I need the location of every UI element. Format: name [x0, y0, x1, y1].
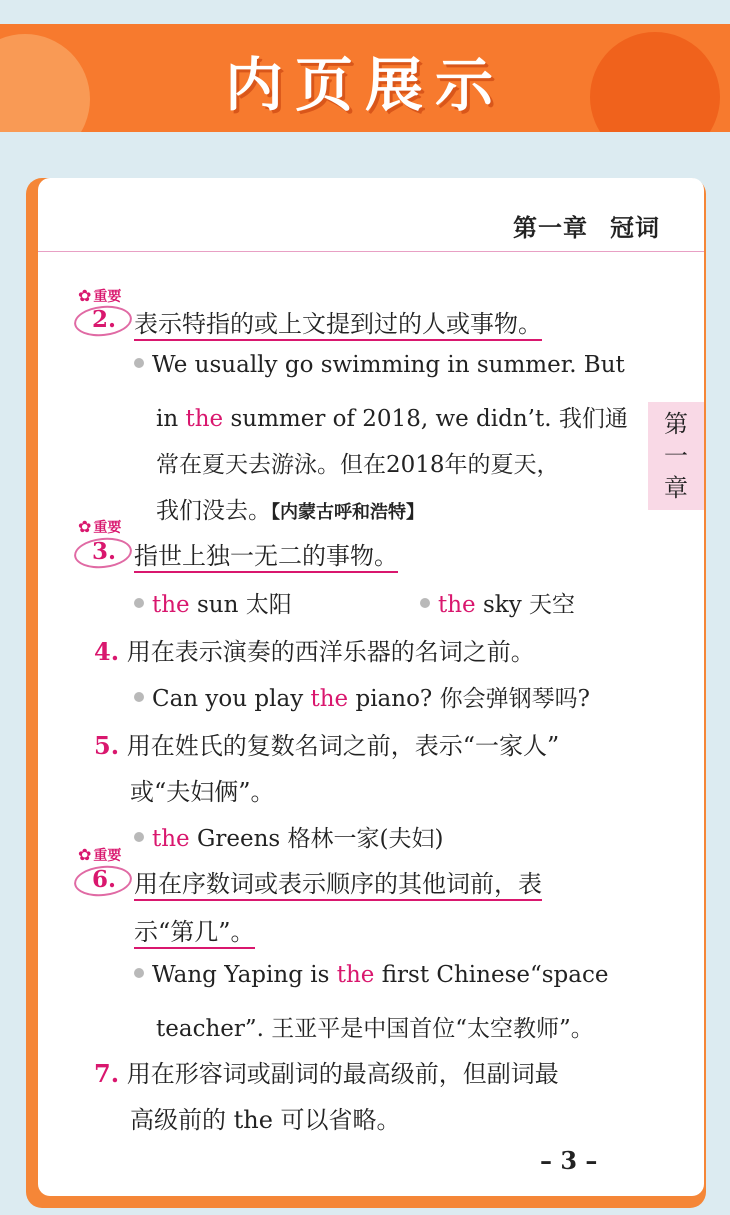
bullet-icon	[134, 358, 144, 368]
chapter-header	[513, 208, 660, 243]
bullet-icon	[134, 598, 144, 608]
rule-text: 7. 用在形容词或副词的最高级前，但副词最	[94, 1059, 559, 1088]
example-line: in the summer of 2018, we didn’t. 我们通	[156, 406, 628, 432]
example-line: the sky 天空	[420, 586, 575, 619]
rule-text: 或“夫妇俩”。	[130, 778, 275, 806]
chapter-label: 第一章	[513, 214, 588, 242]
example-line: Can you play the piano? 你会弹钢琴吗?	[134, 680, 590, 713]
example-line: the sun 太阳	[134, 586, 292, 619]
page-number: – 3 –	[540, 1146, 598, 1175]
item-number: 5.	[94, 731, 120, 760]
header-divider	[38, 251, 704, 252]
bullet-icon	[134, 968, 144, 978]
rule-text: 指世上独一无二的事物。	[134, 536, 398, 571]
item-number: 3.	[92, 538, 117, 565]
rule-text: 高级前的 the 可以省略。	[130, 1106, 401, 1134]
item-number: 2.	[92, 306, 117, 333]
rule-text: 示“第几”。	[134, 912, 255, 947]
example-line: Wang Yaping is the first Chinese“space	[134, 962, 609, 988]
example-line: the Greens 格林一家(夫妇)	[134, 820, 443, 853]
example-line: teacher”. 王亚平是中国首位“太空教师”。	[156, 1016, 594, 1042]
rule-text: 5. 用在姓氏的复数名词之前，表示“一家人”	[94, 731, 560, 760]
bullet-icon	[420, 598, 430, 608]
bullet-icon	[134, 832, 144, 842]
star-icon: ✿	[78, 517, 92, 536]
banner-title: 内页展示	[224, 51, 505, 119]
star-icon: ✿	[78, 845, 92, 864]
item-number: 7.	[94, 1059, 120, 1088]
important-badge: ✿ 重要	[78, 845, 122, 864]
rule-text: 表示特指的或上文提到过的人或事物。	[134, 304, 542, 339]
bullet-icon	[134, 692, 144, 702]
important-badge: ✿ 重要	[78, 517, 122, 536]
rule-text: 用在序数词或表示顺序的其他词前，表	[134, 864, 542, 899]
example-line: We usually go swimming in summer. But	[134, 352, 625, 378]
chapter-side-tab: 第 一 章	[648, 402, 704, 510]
important-badge: ✿ 重要	[78, 286, 122, 305]
rule-text: 4. 用在表示演奏的西洋乐器的名词之前。	[94, 637, 535, 666]
item-number: 4.	[94, 637, 120, 666]
item-number: 6.	[92, 866, 117, 893]
banner	[0, 24, 730, 132]
example-line: 我们没去。【内蒙古呼和浩特】	[156, 498, 424, 524]
chapter-topic: 冠词	[610, 214, 660, 242]
source-tag: 【内蒙古呼和浩特】	[271, 502, 424, 523]
example-line: 常在夏天去游泳。但在2018年的夏天，	[156, 452, 560, 478]
star-icon: ✿	[78, 286, 92, 305]
